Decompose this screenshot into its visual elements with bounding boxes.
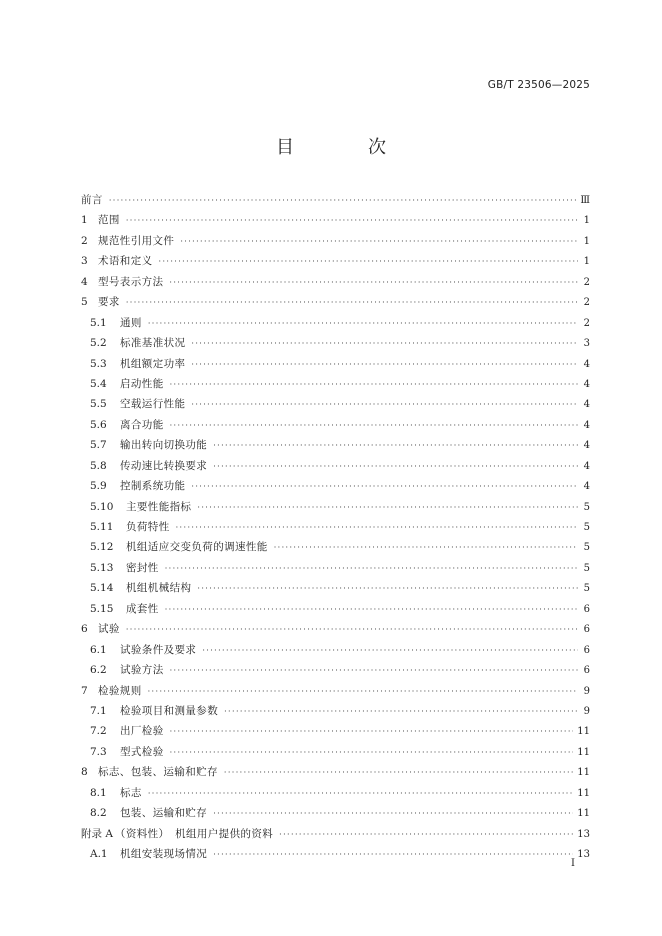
toc-entry-page: Ⅲ <box>580 195 590 206</box>
dot-leader <box>148 784 573 804</box>
toc-entry[interactable] <box>81 190 590 210</box>
dot-leader <box>202 641 578 661</box>
toc-entry-number: 5 <box>81 296 88 309</box>
dot-leader <box>170 722 574 742</box>
toc-entry-page: 4 <box>583 378 590 390</box>
dot-leader <box>170 661 578 681</box>
toc-entry-page: 4 <box>583 399 590 411</box>
dot-leader <box>213 845 573 865</box>
toc-entry[interactable] <box>81 354 590 374</box>
dot-leader <box>274 538 578 558</box>
toc-entry-page: 6 <box>583 644 590 656</box>
toc-entry-title: 标准基准状况 <box>120 337 186 350</box>
toc-entry[interactable] <box>81 292 590 312</box>
toc-entry-title: 出厂检验 <box>120 725 164 738</box>
toc-entry-title: 机组机械结构 <box>126 582 192 595</box>
toc-entry-page: 1 <box>583 256 590 268</box>
toc-entry[interactable] <box>81 415 590 435</box>
toc-entry-number: 5.11 <box>90 521 114 533</box>
toc-entry-title: 启动性能 <box>120 377 164 390</box>
dot-leader <box>191 395 578 415</box>
dot-leader <box>180 232 578 252</box>
toc-entry-number: 6.2 <box>90 664 107 677</box>
dot-leader <box>126 293 578 313</box>
toc-entry-title: 空载运行性能 <box>120 398 186 411</box>
toc-entry-number: 8.2 <box>90 807 107 820</box>
toc-entry[interactable] <box>81 497 590 517</box>
toc-entry-page: 6 <box>583 603 590 615</box>
toc-entry[interactable] <box>81 803 590 823</box>
toc-entry-title: 要求 <box>98 296 120 309</box>
toc-entry-title: 主要性能指标 <box>126 500 192 513</box>
toc-entry-title: 机组适应交变负荷的调速性能 <box>126 541 268 554</box>
toc-entry[interactable] <box>81 251 590 271</box>
dot-leader <box>224 763 573 783</box>
toc-entry-title: 负荷特性 <box>126 521 170 533</box>
toc-entry-page: 11 <box>577 726 590 738</box>
toc-entry[interactable] <box>81 476 590 496</box>
toc-entry-number: 8 <box>81 766 88 779</box>
toc-entry[interactable] <box>81 681 590 701</box>
dot-leader <box>191 355 578 375</box>
toc-entry-page: 5 <box>583 583 590 595</box>
toc-entry-title: 包装、运输和贮存 <box>120 807 208 820</box>
toc-entry-number: 5.15 <box>90 602 114 615</box>
dot-leader <box>197 579 578 599</box>
dot-leader <box>176 518 578 538</box>
toc-entry-number: 5.13 <box>90 561 114 574</box>
toc-entry[interactable] <box>81 701 590 721</box>
toc-entry-title: 型式检验 <box>120 745 164 758</box>
toc-entry-page: 6 <box>583 665 590 677</box>
dot-leader <box>126 620 578 640</box>
toc-entry-page: 5 <box>583 562 590 574</box>
toc-entry-title: 试验条件及要求 <box>120 643 197 656</box>
toc-entry[interactable] <box>81 783 590 803</box>
dot-leader <box>126 211 578 231</box>
dot-leader <box>279 825 573 845</box>
toc-entry[interactable] <box>81 742 590 762</box>
toc-entry-title: 标志、包装、运输和贮存 <box>98 766 218 779</box>
toc-entry-title: 成套性 <box>126 602 159 615</box>
toc-entry[interactable] <box>81 313 590 333</box>
toc-entry-page: 5 <box>583 542 590 554</box>
toc-entry-number: 5.10 <box>90 500 114 513</box>
toc-entry-number: 7.1 <box>90 704 107 717</box>
dot-leader <box>213 436 578 456</box>
table-of-contents <box>81 190 590 864</box>
toc-entry-page: 13 <box>577 849 590 860</box>
toc-entry[interactable] <box>81 762 590 782</box>
toc-entry-page: 4 <box>583 358 590 370</box>
dot-leader <box>213 804 573 824</box>
toc-entry-page: 2 <box>583 317 590 329</box>
toc-entry-number: 附录 A <box>81 827 113 840</box>
dot-leader <box>197 498 578 518</box>
dot-leader <box>170 743 574 763</box>
toc-entry-title: 输出转向切换功能 <box>120 439 208 452</box>
dot-leader <box>109 191 577 211</box>
toc-entry[interactable] <box>81 231 590 251</box>
toc-entry[interactable] <box>81 599 590 619</box>
toc-entry[interactable] <box>81 558 590 578</box>
toc-entry-number: 5.5 <box>90 398 107 411</box>
toc-entry[interactable] <box>81 394 590 414</box>
toc-entry-page: 2 <box>583 276 590 288</box>
toc-entry-title: 范围 <box>98 214 120 227</box>
toc-entry-number: 7 <box>81 684 88 697</box>
toc-entry-page: 1 <box>583 235 590 247</box>
dot-leader <box>165 600 578 620</box>
toc-entry[interactable] <box>81 660 590 680</box>
toc-entry[interactable] <box>81 721 590 741</box>
toc-entry-title: 试验 <box>98 623 120 636</box>
dot-leader <box>148 682 578 702</box>
toc-entry-number: 5.4 <box>90 377 107 390</box>
toc-entry-number: 5.2 <box>90 337 107 350</box>
toc-entry-title: 试验方法 <box>120 664 164 677</box>
toc-entry-number: 5.9 <box>90 480 107 493</box>
toc-entry[interactable] <box>81 619 590 639</box>
toc-entry-number: 5.3 <box>90 357 107 370</box>
toc-entry-title: 标志 <box>120 786 142 799</box>
page-title: 目 次 <box>276 137 414 158</box>
toc-entry-title: 型号表示方法 <box>98 275 164 288</box>
toc-entry-page: 9 <box>583 685 590 697</box>
dot-leader <box>191 334 578 354</box>
standard-number: GB/T 23506—2025 <box>487 79 590 91</box>
toc-entry-number: 3 <box>81 255 88 268</box>
dot-leader <box>165 559 578 579</box>
toc-entry-page: 13 <box>577 828 590 840</box>
toc-entry-number: 5.6 <box>90 418 107 431</box>
toc-entry-number: 5.8 <box>90 459 107 472</box>
toc-entry-title: （资料性） 机组用户提供的资料 <box>114 827 274 840</box>
toc-entry[interactable] <box>81 537 590 557</box>
toc-entry-title: 机组额定功率 <box>120 357 186 370</box>
toc-entry-number: 7.2 <box>90 725 107 738</box>
toc-entry-title: 机组安装现场情况 <box>120 848 208 860</box>
toc-entry-page: 5 <box>583 522 590 533</box>
toc-entry-page: 11 <box>577 787 590 799</box>
toc-entry-number: 8.1 <box>90 786 107 799</box>
toc-entry[interactable] <box>81 272 590 292</box>
footer-page-number: I <box>571 858 575 869</box>
toc-entry-page: 5 <box>583 501 590 513</box>
toc-entry-number: 5.1 <box>90 316 107 329</box>
toc-entry[interactable] <box>81 578 590 598</box>
toc-entry[interactable] <box>81 435 590 455</box>
toc-entry[interactable] <box>81 210 590 230</box>
toc-entry[interactable] <box>81 824 590 844</box>
toc-entry[interactable] <box>81 456 590 476</box>
toc-entry-number: 4 <box>81 275 88 288</box>
dot-leader <box>170 416 578 436</box>
toc-entry-page: 1 <box>583 215 590 227</box>
toc-entry-page: 4 <box>583 440 590 452</box>
toc-entry[interactable] <box>81 333 590 353</box>
dot-leader <box>170 375 578 395</box>
toc-entry-number: 7.3 <box>90 745 107 758</box>
toc-entry-title: 前言 <box>81 194 103 206</box>
toc-entry-page: 4 <box>583 481 590 493</box>
toc-entry[interactable] <box>81 844 590 864</box>
toc-entry-title: 检验项目和测量参数 <box>120 704 219 717</box>
toc-entry-page: 2 <box>583 297 590 309</box>
toc-entry-page: 11 <box>577 808 590 820</box>
dot-leader <box>224 702 578 722</box>
toc-entry-page: 6 <box>583 624 590 636</box>
dot-leader <box>148 314 578 334</box>
toc-entry[interactable] <box>81 517 590 537</box>
toc-entry-number: 6 <box>81 623 88 636</box>
toc-entry-title: 通则 <box>120 316 142 329</box>
toc-entry-title: 传动速比转换要求 <box>120 459 208 472</box>
toc-entry-title: 规范性引用文件 <box>98 234 175 247</box>
toc-entry-page: 3 <box>583 338 590 350</box>
dot-leader <box>159 252 579 272</box>
toc-entry-number: 5.12 <box>90 541 114 554</box>
toc-entry-page: 4 <box>583 419 590 431</box>
dot-leader <box>213 457 578 477</box>
toc-entry[interactable] <box>81 374 590 394</box>
toc-entry-number: 2 <box>81 234 88 247</box>
toc-entry-title: 检验规则 <box>98 684 142 697</box>
dot-leader <box>169 273 578 293</box>
toc-entry-number: A.1 <box>90 848 108 860</box>
toc-entry-number: 5.7 <box>90 439 107 452</box>
dot-leader <box>191 477 578 497</box>
toc-entry-number: 1 <box>81 214 88 227</box>
toc-entry-number: 5.14 <box>90 582 114 595</box>
toc-entry-page: 11 <box>577 767 590 779</box>
toc-entry-number: 6.1 <box>90 643 107 656</box>
toc-entry-title: 控制系统功能 <box>120 480 186 493</box>
toc-entry-title: 术语和定义 <box>98 255 153 268</box>
toc-entry-page: 9 <box>583 705 590 717</box>
toc-entry-page: 4 <box>583 460 590 472</box>
toc-entry-title: 密封性 <box>126 561 159 574</box>
toc-entry-title: 离合功能 <box>120 418 164 431</box>
toc-entry-page: 11 <box>577 746 590 758</box>
toc-entry[interactable] <box>81 640 590 660</box>
